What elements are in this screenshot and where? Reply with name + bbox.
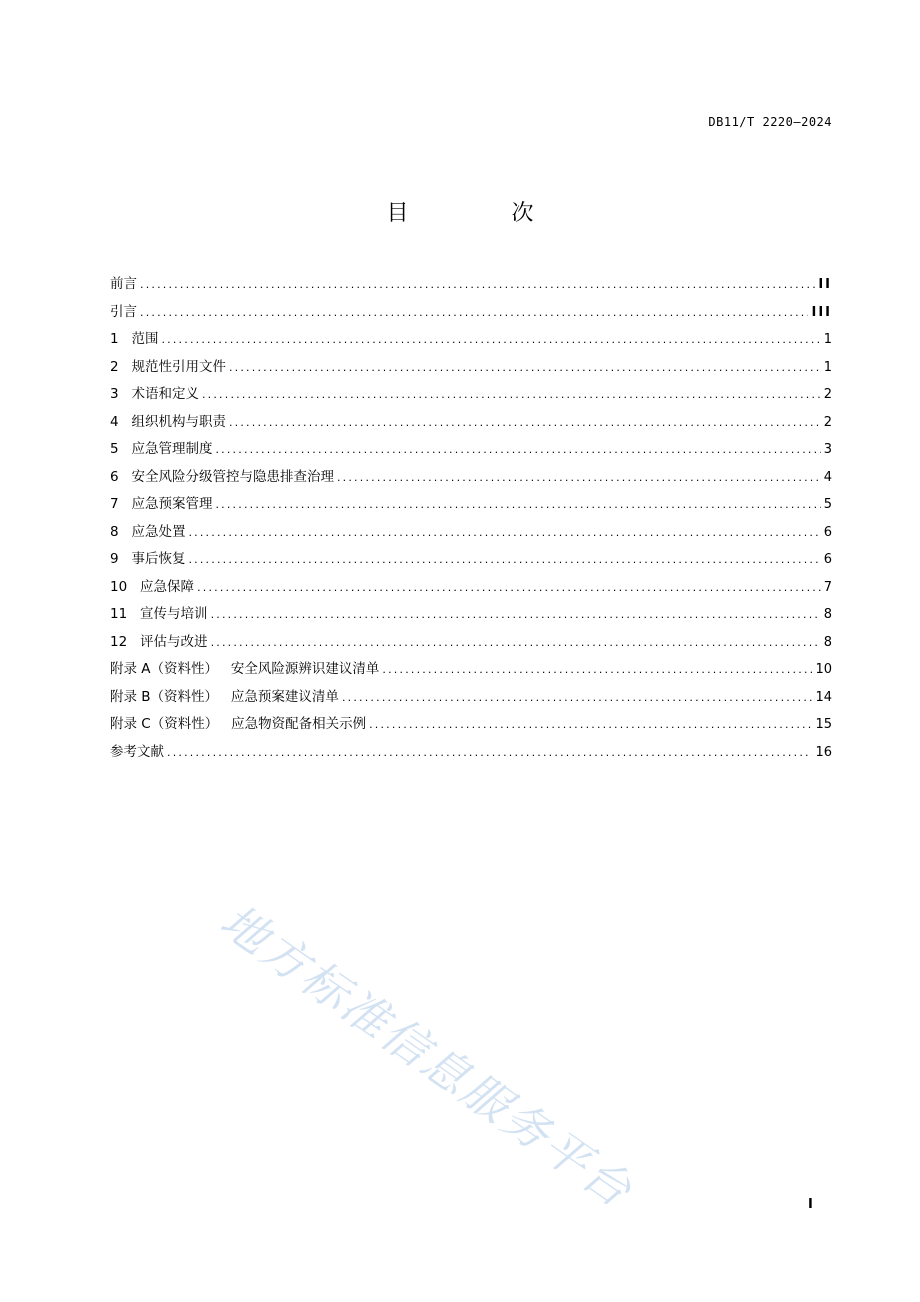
toc-entry-page: III [811,304,832,320]
toc-entry-label: 10 应急保障 [110,578,195,595]
toc-dot-leader [337,471,821,484]
toc-dot-leader [188,553,820,566]
standard-code: DB11/T 2220—2024 [708,115,832,129]
toc-entry-page: 2 [823,387,832,402]
toc-entry-label: 12 评估与改进 [110,633,208,650]
toc-entry-label: 7 应急预案管理 [110,496,213,512]
toc-entry[interactable] [110,300,832,328]
toc-entry[interactable] [110,520,832,548]
toc-dot-leader [229,416,821,429]
toc-entry-label: 4 组织机构与职责 [110,413,226,430]
toc-entry[interactable] [110,355,832,383]
watermark: 地方标准信息服务平台 [210,893,644,1219]
toc-entry[interactable] [110,272,832,300]
toc-entry[interactable] [110,602,832,630]
toc-entry-page: 6 [823,552,832,567]
toc-dot-leader [140,306,808,319]
toc-entry-page: 1 [823,359,832,375]
toc-entry-label: 参考文献 [110,743,164,760]
toc-entry[interactable] [110,685,832,713]
toc-entry[interactable] [110,437,832,465]
toc-entry-label: 11 宣传与培训 [110,606,208,622]
toc-dot-leader [215,498,820,511]
toc-entry-page: 15 [815,717,832,732]
toc-entry-label: 8 应急处置 [110,523,186,540]
toc-entry-label: 附录 A（资料性） 安全风险源辨识建议清单 [110,661,380,677]
toc-entry-page: 3 [823,442,832,457]
toc-entry-page: 8 [823,634,832,650]
toc-entry[interactable] [110,575,832,603]
toc-entry-label: 9 事后恢复 [110,551,186,567]
toc-entry-page: 4 [823,469,832,485]
toc-dot-leader [211,608,821,621]
toc-entry-page: 2 [823,414,832,430]
toc-entry-page: 7 [823,579,832,595]
toc-entry-page: 6 [823,524,832,540]
toc-entry[interactable] [110,465,832,493]
toc-entry-label: 前言 [110,276,137,292]
toc-entry[interactable] [110,657,832,685]
toc-entry[interactable] [110,630,832,658]
toc-dot-leader [188,526,820,539]
toc-entry-page: 10 [815,662,832,677]
toc-entry-label: 引言 [110,303,137,320]
toc-entry-label: 附录 C（资料性） 应急物资配备相关示例 [110,716,367,732]
page-title: 目 次 [386,201,582,226]
toc-entry-page: 8 [823,607,832,622]
toc-entry-page: 16 [815,744,832,760]
toc-dot-leader [197,581,821,594]
toc-dot-leader [140,278,815,291]
toc-dot-leader [167,746,812,759]
page-number: I [808,1197,813,1212]
toc-dot-leader [211,636,821,649]
toc-entry-label: 附录 B（资料性） 应急预案建议清单 [110,688,339,705]
toc-entry-page: 1 [823,332,832,347]
toc-entry[interactable] [110,327,832,355]
toc-entry-label: 3 术语和定义 [110,386,199,402]
toc-dot-leader [161,333,820,346]
table-of-contents [110,272,832,767]
toc-entry[interactable] [110,712,832,740]
toc-entry-label: 6 安全风险分级管控与隐患排查治理 [110,468,334,485]
toc-dot-leader [215,443,820,456]
toc-dot-leader [202,388,821,401]
toc-entry-label: 2 规范性引用文件 [110,358,226,375]
toc-entry[interactable] [110,740,832,768]
toc-entry[interactable] [110,410,832,438]
toc-dot-leader [229,361,821,374]
toc-entry[interactable] [110,547,832,575]
toc-dot-leader [369,718,812,731]
toc-entry-page: 5 [823,497,832,512]
toc-entry[interactable] [110,492,832,520]
toc-entry[interactable] [110,382,832,410]
toc-dot-leader [342,691,813,704]
toc-dot-leader [382,663,812,676]
toc-entry-page: II [818,277,832,292]
toc-entry-page: 14 [815,689,832,705]
toc-entry-label: 5 应急管理制度 [110,441,213,457]
toc-entry-label: 1 范围 [110,331,159,347]
